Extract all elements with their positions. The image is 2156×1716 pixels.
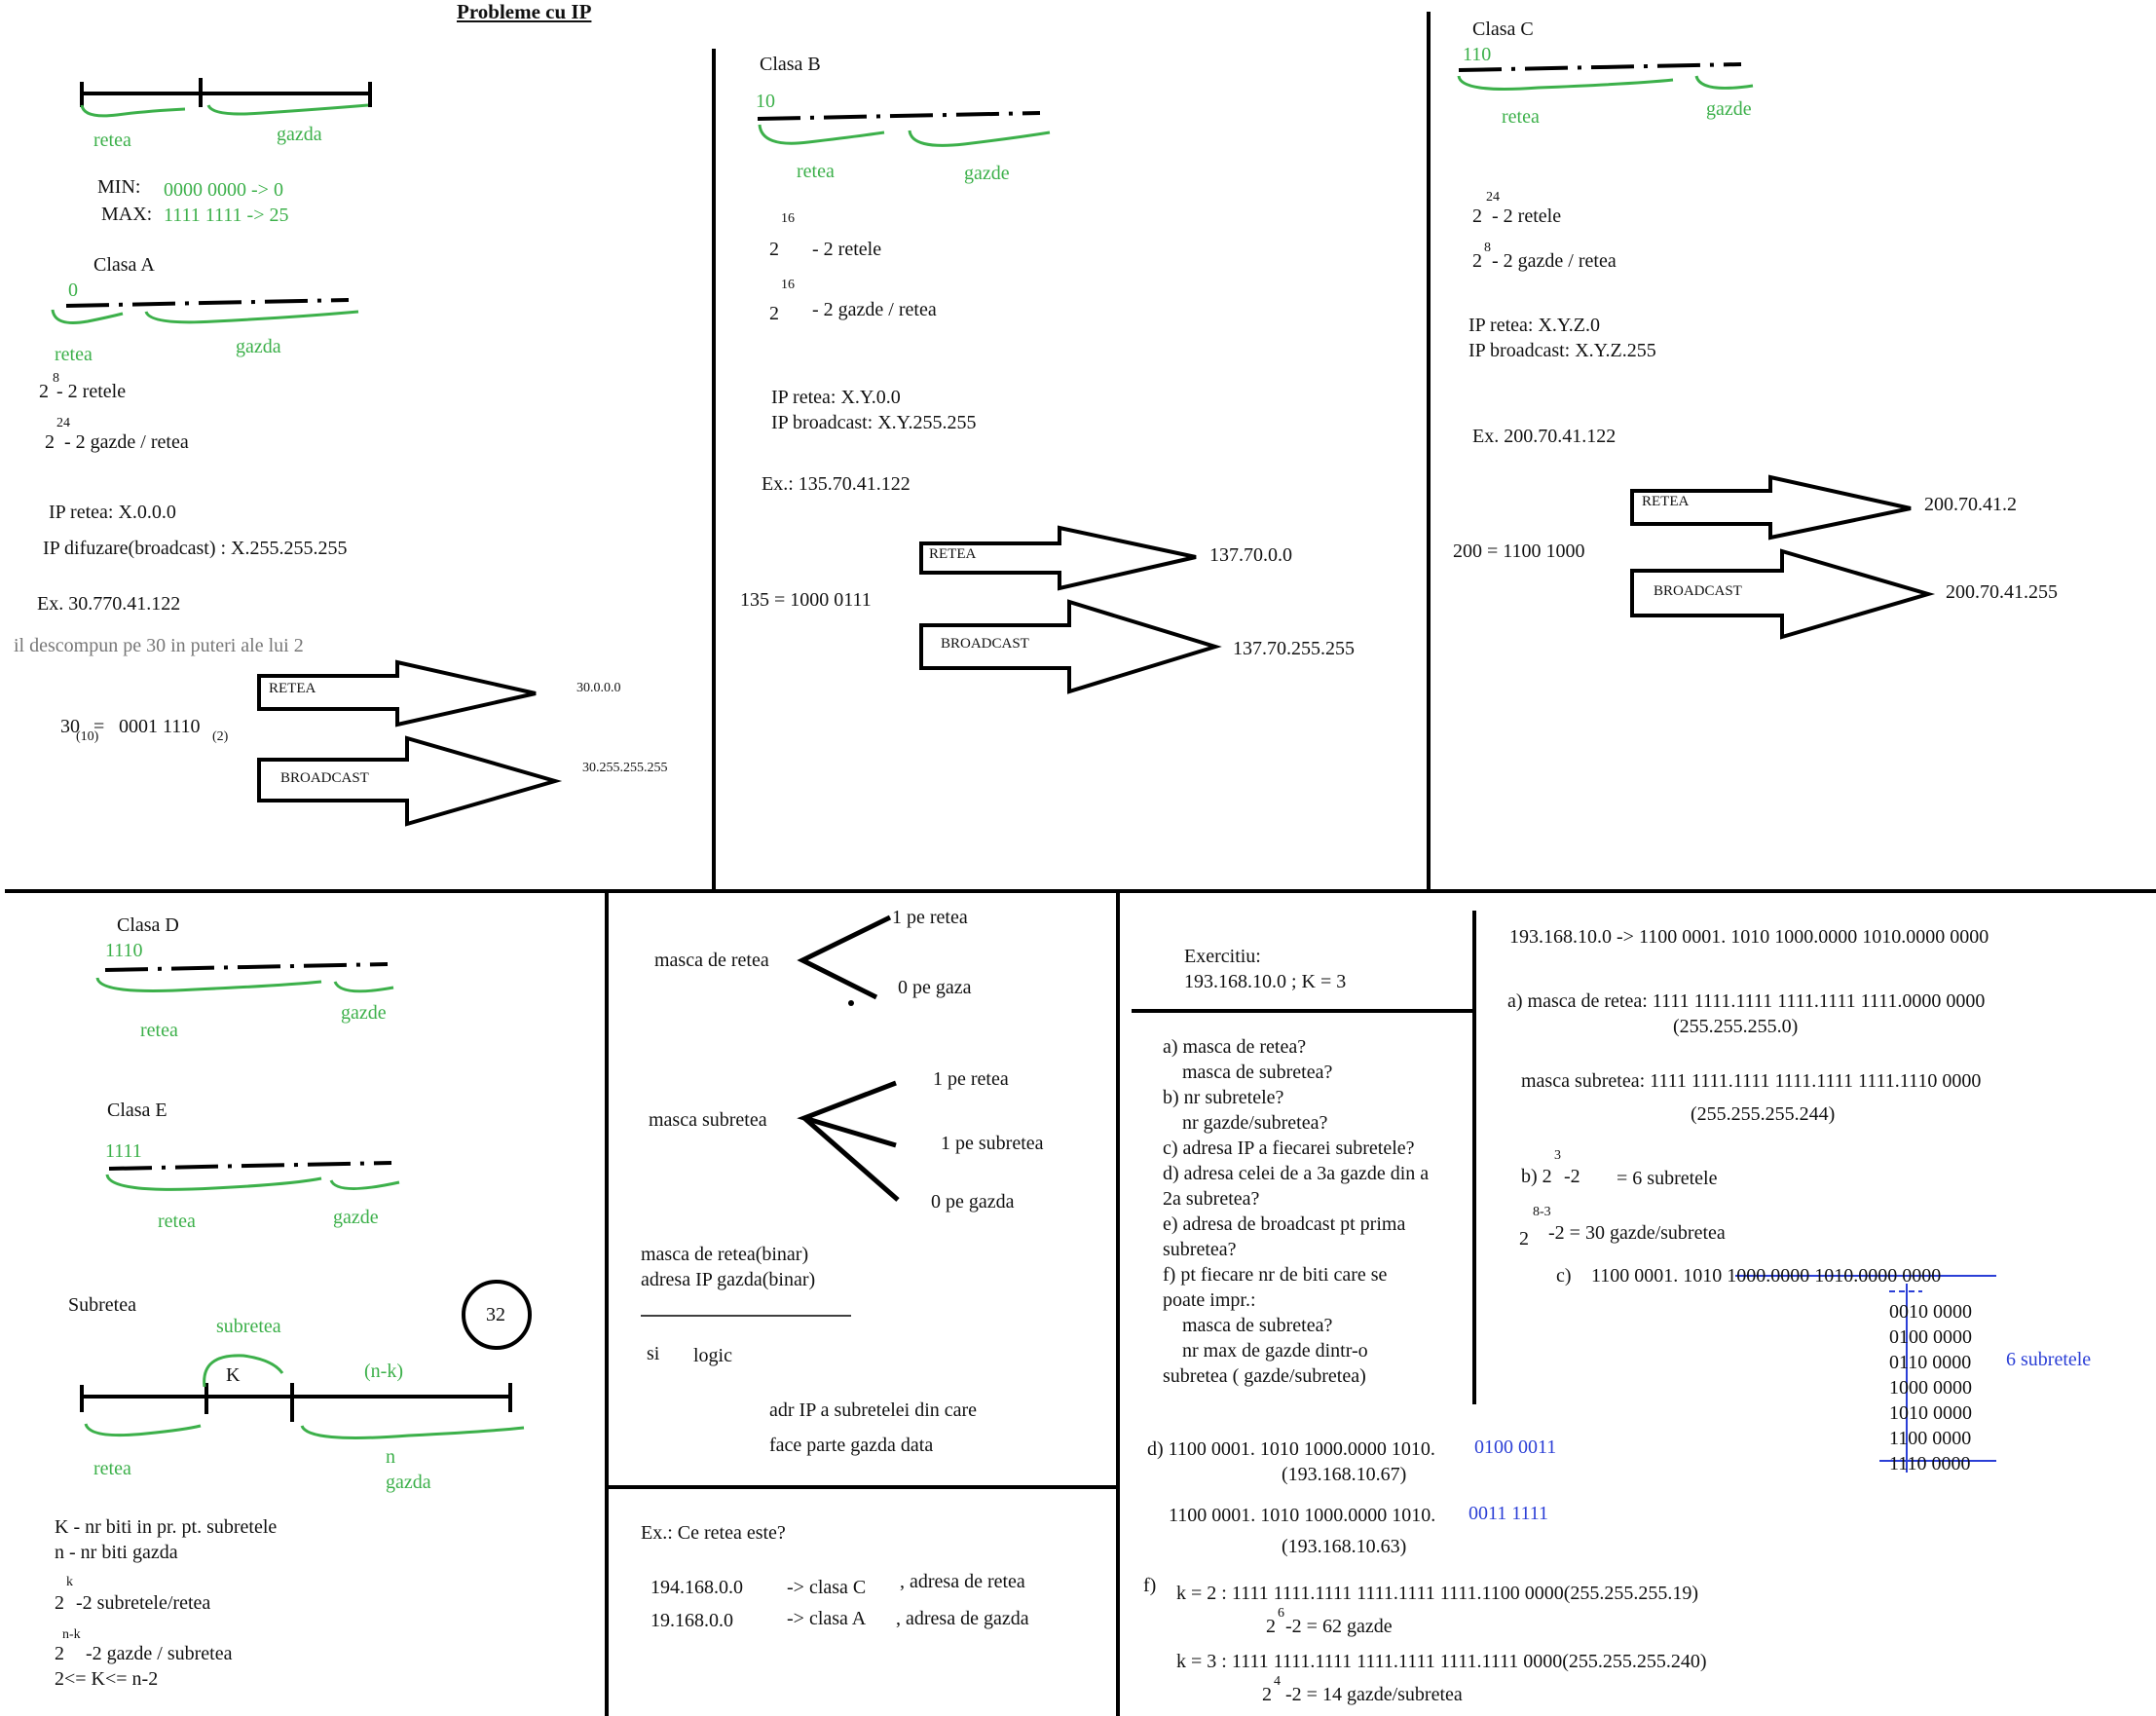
min-value: 0000 0000 -> 0 [164, 179, 283, 201]
class-a-gazde-base: 2 [45, 431, 55, 453]
ip-binary: 193.168.10.0 -> 1100 0001. 1010 1000.0000 1010.0000 0000 [1509, 926, 1989, 948]
result-line2: face parte gazda data [769, 1435, 934, 1456]
class-a-example: Ex. 30.770.41.122 [37, 593, 181, 615]
class-a-gazda: gazda [236, 336, 281, 357]
answer-f-k2-calc: -2 = 62 gazde [1285, 1616, 1393, 1637]
answer-f-k3: k = 3 : 1111 1111.1111 1111.1111 1111.1111 0000(255.255.255.240) [1176, 1651, 1707, 1672]
answer-a-submask: masca subretea: 1111 1111.1111 1111.1111 1111.1110 0000 [1521, 1070, 1982, 1092]
address-line-class-e [109, 1163, 391, 1169]
mask-subretea-0-gazda: 0 pe gazda [931, 1191, 1015, 1212]
subretea-formula-n-rest: -2 gazde / subretea [86, 1643, 233, 1664]
class-e-title: Clasa E [107, 1100, 167, 1121]
class-b-gazde-base: 2 [769, 303, 779, 324]
class-d-gazde: gazde [341, 1002, 387, 1024]
class-c-gazde-base: 2 [1472, 250, 1482, 272]
result-retea-b: 137.70.0.0 [1209, 544, 1292, 566]
class-c-conversion: 200 = 1100 1000 [1453, 541, 1585, 562]
conversion-base10: (10) [76, 729, 99, 744]
class-a-ip-retea: IP retea: X.0.0.0 [49, 502, 176, 523]
subretea-retea: retea [93, 1458, 131, 1479]
ex-row2-type: , adresa de gazda [896, 1608, 1029, 1629]
subretea-n-k: (n-k) [364, 1361, 403, 1382]
answer-f-label: f) [1143, 1575, 1157, 1596]
answer-d-line2-tail: 0011 1111 [1468, 1503, 1549, 1524]
mask-subretea-label: masca subretea [649, 1109, 767, 1131]
class-b-title: Clasa B [760, 54, 821, 75]
result-broadcast-a: 30.255.255.255 [582, 761, 668, 775]
arrow-label-retea-b: RETEA [929, 546, 977, 562]
class-c-example: Ex. 200.70.41.122 [1472, 426, 1617, 447]
class-b-conversion: 135 = 1000 0111 [740, 589, 872, 611]
ex-row2-ip: 19.168.0.0 [651, 1610, 733, 1631]
class-c-prefix: 110 [1463, 44, 1492, 65]
class-a-note: il descompun pe 30 in puteri ale lui 2 [14, 635, 304, 656]
class-b-retele-rest: - 2 retele [812, 239, 882, 260]
mask-subretea-1-subretea: 1 pe subretea [941, 1133, 1044, 1154]
bit-bar-general [82, 78, 370, 107]
brace-subretea-n [302, 1426, 524, 1437]
result-retea-a: 30.0.0.0 [576, 681, 621, 695]
answer-f-k3-calc: -2 = 14 gazde/subretea [1285, 1684, 1463, 1705]
subretea-title: Subretea [68, 1294, 136, 1316]
class-b-gazde-rest: - 2 gazde / retea [812, 299, 937, 320]
class-a-gazde-rest: - 2 gazde / retea [64, 431, 189, 453]
max-label: MAX: [101, 204, 153, 225]
class-b-retea: retea [797, 161, 835, 182]
arrow-label-broadcast-b: BROADCAST [941, 636, 1029, 652]
max-value: 1111 1111 -> 25 [164, 205, 289, 226]
brace-subretea-k [204, 1356, 282, 1387]
exercise-given: 193.168.10.0 ; K = 3 [1184, 971, 1347, 992]
subretea-def-k: K - nr biti in pr. pt. subretele [55, 1516, 278, 1538]
answer-d-line1-tail: 0100 0011 [1474, 1436, 1557, 1458]
brace-class-d-retea [97, 978, 321, 991]
class-b-prefix: 10 [756, 91, 775, 112]
exercise-title: Exercitiu: [1184, 946, 1261, 967]
class-c-gazde: gazde [1706, 98, 1752, 120]
answer-c-prefix: 1100 0001. 1010 1000.0000 1010.0000 0000 [1591, 1265, 1942, 1287]
subretea-formula-n-base: 2 [55, 1643, 64, 1664]
mask-retea-1: 1 pe retea [892, 907, 968, 928]
result-line1: adr IP a subretelei din care [769, 1399, 978, 1421]
subretea-constraint: 2<= K<= n-2 [55, 1668, 159, 1690]
class-c-gazde-exp: 8 [1484, 241, 1491, 255]
ex-row2-class: -> clasa A [787, 1608, 867, 1629]
class-c-retele-rest: - 2 retele [1492, 205, 1562, 227]
mask-retea-0: 0 pe gaza [898, 977, 972, 998]
class-c-title: Clasa C [1472, 19, 1534, 40]
answer-c-label: c) [1556, 1265, 1572, 1287]
subretea-formula-k-rest: -2 subretele/retea [76, 1592, 211, 1614]
subretea-k: K [226, 1364, 241, 1386]
min-label: MIN: [97, 176, 141, 198]
answer-b-result: = 6 subretele [1617, 1168, 1718, 1189]
class-d-prefix: 1110 [105, 940, 143, 961]
answer-b2-base: 2 [1519, 1228, 1529, 1250]
address-line-class-b [758, 113, 1040, 119]
answer-f-k2-exp: 6 [1278, 1606, 1284, 1621]
class-e-gazde: gazde [333, 1207, 379, 1228]
result-broadcast-c: 200.70.41.255 [1946, 581, 2058, 603]
fork-masca-retea [802, 917, 890, 997]
answer-b2-exp: 8-3 [1533, 1205, 1551, 1219]
class-b-ip-retea: IP retea: X.Y.0.0 [771, 387, 901, 408]
class-a-gazde-exp: 24 [56, 416, 70, 430]
class-a-retele-base: 2 [39, 381, 49, 402]
mask-retea-label: masca de retea [654, 950, 769, 971]
ex-row1-ip: 194.168.0.0 [651, 1577, 743, 1598]
result-retea-c: 200.70.41.2 [1924, 494, 2017, 515]
class-b-retele-exp: 16 [781, 211, 795, 226]
brace-class-b-retea [760, 125, 884, 143]
arrow-label-retea-c: RETEA [1642, 494, 1690, 509]
conversion-base2: (2) [212, 729, 229, 744]
subretea-gazda: gazda [386, 1472, 431, 1493]
answer-f-k2: k = 2 : 1111 1111.1111 1111.1111 1111.1100 0000(255.255.255.19) [1176, 1583, 1699, 1604]
answer-d-line1: d) 1100 0001. 1010 1000.0000 1010. [1147, 1438, 1435, 1460]
class-a-title: Clasa A [93, 254, 155, 276]
logic-si: si [647, 1343, 660, 1364]
answer-f-k2-calc-base: 2 [1266, 1616, 1276, 1637]
arrow-label-broadcast-c: BROADCAST [1654, 583, 1742, 599]
mask-subretea-1-retea: 1 pe retea [933, 1068, 1009, 1090]
conversion-equals: = [93, 716, 105, 737]
mask-binar-line1: masca de retea(binar) [641, 1244, 809, 1265]
answer-a-decimal: (255.255.255.0) [1673, 1016, 1799, 1037]
subretea-formula-k-base: 2 [55, 1592, 64, 1614]
circle-value: 32 [486, 1304, 505, 1325]
ex-row1-class: -> clasa C [787, 1577, 867, 1598]
class-c-ip-broadcast: IP broadcast: X.Y.Z.255 [1468, 340, 1656, 361]
class-c-retea: retea [1502, 106, 1540, 128]
class-d-retea: retea [140, 1020, 178, 1041]
answer-d-line1-dec: (193.168.10.67) [1282, 1464, 1407, 1485]
fork-masca-subretea [804, 1083, 896, 1145]
subretea-def-n: n - nr biti gazda [55, 1542, 178, 1563]
class-a-prefix: 0 [68, 280, 78, 301]
address-line-class-a [66, 300, 349, 306]
class-b-gazde-exp: 16 [781, 278, 795, 292]
brace-subretea-retea [86, 1424, 201, 1436]
ex-question: Ex.: Ce retea este? [641, 1522, 786, 1544]
answer-b2-result: -2 = 30 gazde/subretea [1548, 1222, 1726, 1244]
brace-class-e-retea [107, 1175, 321, 1189]
page-title: Probleme cu IP [457, 0, 592, 23]
arrow-label-broadcast-a: BROADCAST [280, 770, 369, 786]
arrow-label-retea-a: RETEA [269, 681, 316, 696]
brace-class-c-gazde [1696, 76, 1753, 88]
brace-class-a-gazda [146, 312, 358, 322]
class-a-retele-exp: 8 [53, 371, 59, 386]
brace-retea [82, 105, 185, 116]
class-c-ip-retea: IP retea: X.Y.Z.0 [1468, 315, 1600, 336]
answer-b-label: b) 2 [1521, 1166, 1552, 1187]
class-a-ip-broadcast: IP difuzare(broadcast) : X.255.255.255 [43, 538, 348, 559]
logic-word: logic [693, 1345, 732, 1366]
answer-b-exp: 3 [1554, 1148, 1561, 1163]
class-b-example: Ex.: 135.70.41.122 [762, 473, 911, 495]
ex-row1-type: , adresa de retea [900, 1571, 1025, 1592]
class-e-prefix: 1111 [105, 1140, 142, 1162]
address-line-class-c [1459, 64, 1741, 70]
brace-gazda [208, 105, 368, 114]
class-c-retele-base: 2 [1472, 205, 1482, 227]
class-d-title: Clasa D [117, 914, 179, 936]
brace-class-b-gazda [910, 131, 1050, 145]
subretea-formula-n-exp: n-k [62, 1627, 81, 1642]
class-a-retea: retea [55, 344, 93, 365]
subretea-formula-k-exp: k [66, 1575, 73, 1589]
class-b-retele-base: 2 [769, 239, 779, 260]
class-a-retele-rest: - 2 retele [56, 381, 127, 402]
exercise-questions: a) masca de retea? masca de subretea? b) nr subretele? nr gazde/subretea? c) adresa IP a fiecarei subretele? d) adresa celei de a 3a gazde din a 2a subretea? e) adresa de broadcast pt prima subretea? f) pt fiecare nr de biti care se poate impr.: masca de subretea? nr max de gazde dintr-o subretea ( gazde/subretea) [1163, 1036, 1430, 1387]
brace-class-e-gazde [331, 1180, 399, 1189]
answer-f-k3-exp: 4 [1274, 1674, 1281, 1689]
subnet-list: 0010 0000 0100 0000 0110 0000 1000 0000 1010 0000 1100 0000 1110 0000 [1889, 1301, 1972, 1474]
subretea-n: n [386, 1446, 395, 1468]
dot-mark [848, 1000, 854, 1006]
conversion-decimal: 30 [60, 716, 80, 737]
class-e-retea: retea [158, 1211, 196, 1232]
answer-d-line2-dec: (193.168.10.63) [1282, 1536, 1407, 1557]
answer-a-subdecimal: (255.255.255.244) [1691, 1103, 1836, 1125]
subnet-count: 6 subretele [2006, 1349, 2092, 1370]
answer-f-k3-calc-base: 2 [1262, 1684, 1272, 1705]
brace-class-a-retea [53, 310, 123, 323]
class-b-gazde: gazde [964, 163, 1010, 184]
mask-binar-line2: adresa IP gazda(binar) [641, 1269, 816, 1290]
label-gazda: gazda [277, 124, 322, 145]
label-retea: retea [93, 130, 131, 151]
subretea-label: subretea [216, 1316, 281, 1337]
address-line-class-d [105, 964, 388, 970]
class-c-gazde-rest: - 2 gazde / retea [1492, 250, 1617, 272]
result-broadcast-b: 137.70.255.255 [1233, 638, 1355, 659]
brace-class-d-gazde [335, 982, 393, 991]
class-c-retele-exp: 24 [1486, 190, 1500, 205]
class-b-ip-broadcast: IP broadcast: X.Y.255.255 [771, 412, 977, 433]
conversion-binary: 0001 1110 [119, 716, 201, 737]
answer-b-minus: -2 [1564, 1166, 1580, 1187]
answer-a-mask: a) masca de retea: 1111 1111.1111 1111.1111 1111.0000 0000 [1507, 990, 1986, 1012]
brace-class-c-retea [1459, 76, 1673, 90]
bit-bar-subretea [82, 1383, 510, 1422]
answer-d-line2: 1100 0001. 1010 1000.0000 1010. [1169, 1505, 1436, 1526]
